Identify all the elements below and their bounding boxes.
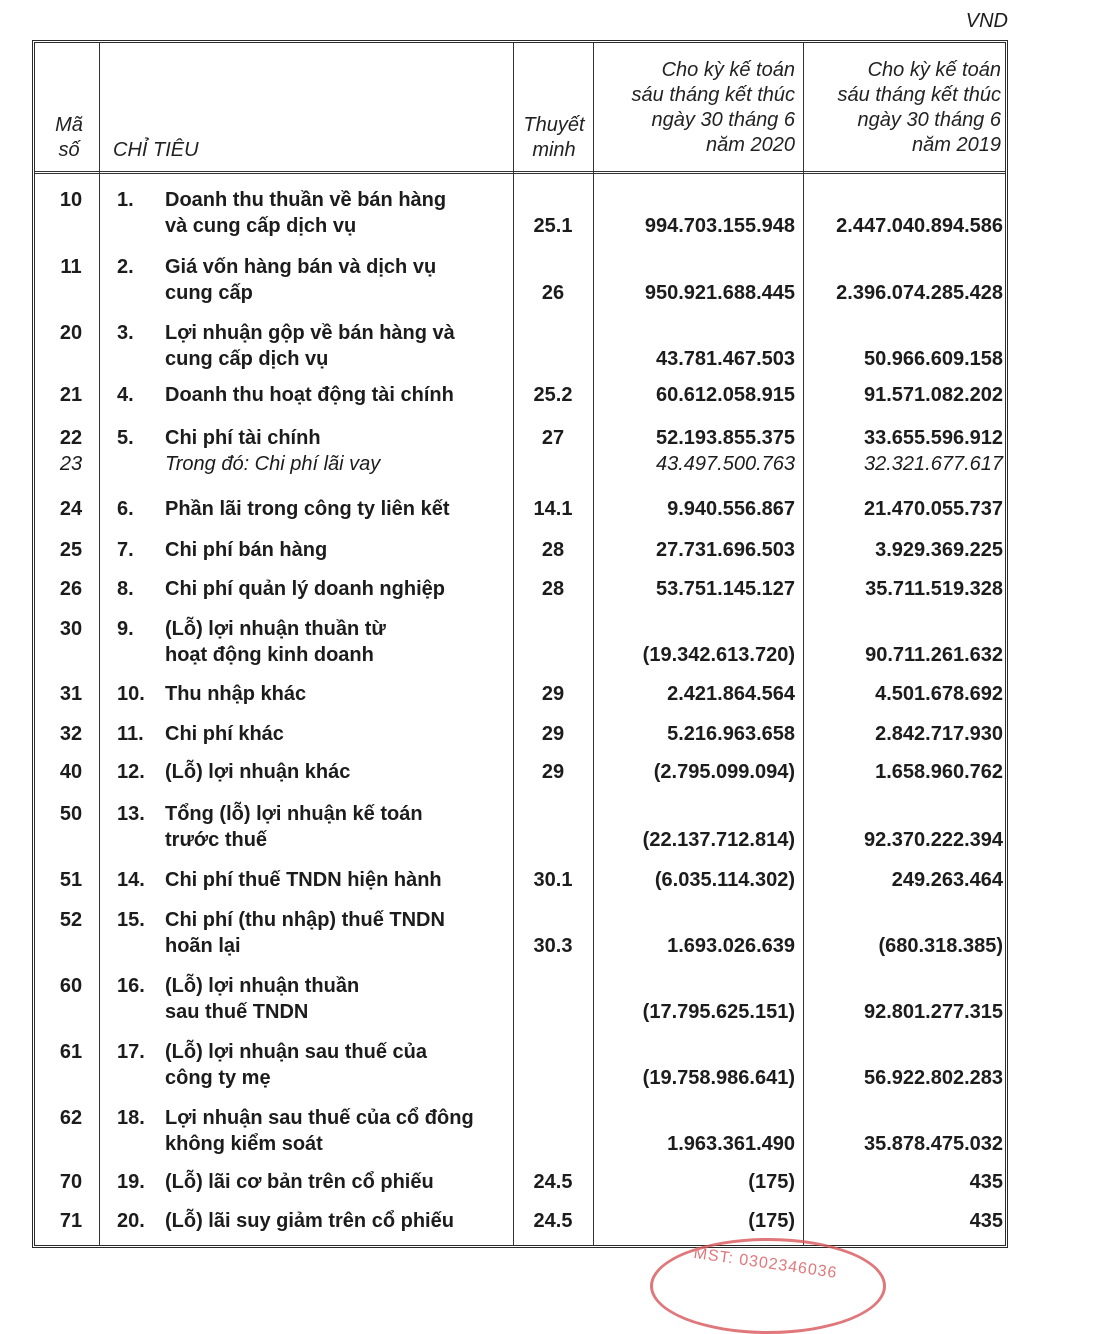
row-code: 51 xyxy=(59,869,83,891)
row-value-2020: 27.731.696.503 xyxy=(655,539,795,561)
row-number: 14. xyxy=(117,869,145,891)
row-value-2019: 4.501.678.692 xyxy=(875,683,1003,705)
row-label xyxy=(165,1208,510,1234)
row-value-2020: 9.940.556.867 xyxy=(667,498,795,520)
row-label xyxy=(165,616,510,668)
row-value-2020: 1.693.026.639 xyxy=(667,935,795,957)
header-note-line: minh xyxy=(532,139,576,161)
row-label xyxy=(165,1105,510,1157)
row-label-line: Chi phí thuế TNDN hiện hành xyxy=(165,869,442,891)
row-label-line: Doanh thu hoạt động tài chính xyxy=(165,384,454,406)
row-number: 2. xyxy=(117,256,134,278)
row-label-line: cung cấp xyxy=(165,282,253,304)
row-value-2019: 33.655.596.912 xyxy=(863,427,1003,449)
row-label-line: (Lỗ) lợi nhuận sau thuế của xyxy=(165,1041,428,1063)
row-value-2020: 43.497.500.763 xyxy=(655,453,795,475)
row-label-line: Tổng (lỗ) lợi nhuận kế toán xyxy=(165,803,423,825)
row-value-2019: 56.922.802.283 xyxy=(863,1067,1003,1089)
row-label-line: Chi phí quản lý doanh nghiệp xyxy=(165,578,445,600)
company-seal xyxy=(650,1238,886,1334)
row-label-line: Chi phí bán hàng xyxy=(165,539,328,561)
row-code: 10 xyxy=(59,189,83,211)
row-label xyxy=(165,537,510,563)
row-label xyxy=(165,187,510,239)
row-code: 71 xyxy=(59,1210,83,1232)
row-label xyxy=(165,907,510,959)
row-label-line: (Lỗ) lãi cơ bản trên cổ phiếu xyxy=(165,1171,434,1193)
row-note: 29 xyxy=(541,761,565,783)
row-note: 29 xyxy=(541,683,565,705)
header-period-line: năm 2020 xyxy=(706,134,795,156)
row-label-line: Giá vốn hàng bán và dịch vụ xyxy=(165,256,437,278)
row-code: 30 xyxy=(59,618,83,640)
row-label-line: không kiểm soát xyxy=(165,1133,323,1155)
row-code: 21 xyxy=(59,384,83,406)
row-label xyxy=(165,681,510,707)
row-value-2019: 91.571.082.202 xyxy=(863,384,1003,406)
row-label-line: Lợi nhuận gộp về bán hàng và xyxy=(165,322,455,344)
row-label xyxy=(165,801,510,853)
row-value-2020: (6.035.114.302) xyxy=(654,869,795,891)
row-note: 24.5 xyxy=(533,1171,573,1193)
row-code: 50 xyxy=(59,803,83,825)
row-value-2020: 950.921.688.445 xyxy=(644,282,795,304)
row-number: 6. xyxy=(117,498,134,520)
header-period-line: ngày 30 tháng 6 xyxy=(857,109,1001,131)
header-period-line: Cho kỳ kế toán xyxy=(661,59,795,81)
row-value-2020: (17.795.625.151) xyxy=(642,1001,795,1023)
header-code-line: số xyxy=(58,139,80,161)
row-value-2020: (19.758.986.641) xyxy=(642,1067,795,1089)
row-value-2020: (19.342.613.720) xyxy=(642,644,795,666)
row-code: 31 xyxy=(59,683,83,705)
row-code: 20 xyxy=(59,322,83,344)
header-period-line: sáu tháng kết thúc xyxy=(631,84,795,106)
header-period-line: sáu tháng kết thúc xyxy=(837,84,1001,106)
row-code: 11 xyxy=(60,256,82,278)
row-label xyxy=(165,973,510,1025)
currency-unit: VND xyxy=(965,10,1008,32)
column-divider xyxy=(803,43,804,1245)
column-divider xyxy=(99,43,100,1245)
row-number: 1. xyxy=(117,189,134,211)
header-item: CHỈ TIÊU xyxy=(113,139,199,161)
row-value-2019: (680.318.385) xyxy=(878,935,1003,957)
row-value-2019: 32.321.677.617 xyxy=(863,453,1003,475)
header-period-line: Cho kỳ kế toán xyxy=(867,59,1001,81)
row-label xyxy=(165,320,510,372)
row-number: 4. xyxy=(117,384,134,406)
row-label-line: sau thuế TNDN xyxy=(165,1001,309,1023)
row-label-line: (Lỗ) lợi nhuận thuần xyxy=(165,975,360,997)
row-note: 30.1 xyxy=(533,869,573,891)
row-value-2020: 43.781.467.503 xyxy=(655,348,795,370)
row-label-line: (Lỗ) lợi nhuận khác xyxy=(165,761,351,783)
row-value-2019: 2.396.074.285.428 xyxy=(836,282,1003,304)
row-label-line: và cung cấp dịch vụ xyxy=(165,215,357,237)
row-label-line: Chi phí khác xyxy=(165,723,284,745)
row-value-2020: (22.137.712.814) xyxy=(642,829,795,851)
row-number: 12. xyxy=(117,761,145,783)
row-number: 8. xyxy=(117,578,134,600)
row-code: 70 xyxy=(59,1171,83,1193)
row-number: 17. xyxy=(117,1041,145,1063)
row-label xyxy=(165,254,510,306)
row-note: 29 xyxy=(541,723,565,745)
row-value-2019: 3.929.369.225 xyxy=(875,539,1003,561)
row-label-line: Thu nhập khác xyxy=(165,683,307,705)
row-value-2019: 35.711.519.328 xyxy=(865,578,1003,600)
row-value-2020: (2.795.099.094) xyxy=(653,761,795,783)
row-label-line: Doanh thu thuần về bán hàng xyxy=(165,189,447,211)
row-label-line: hoạt động kinh doanh xyxy=(165,644,374,666)
header-note xyxy=(515,113,593,163)
row-code: 61 xyxy=(59,1041,83,1063)
row-label-line: cung cấp dịch vụ xyxy=(165,348,329,370)
row-label xyxy=(165,382,510,408)
header-period-line: năm 2019 xyxy=(912,134,1001,156)
header-period-2020 xyxy=(595,58,795,158)
row-value-2020: (175) xyxy=(748,1171,795,1193)
row-label-line: Lợi nhuận sau thuế của cổ đông xyxy=(165,1107,474,1129)
row-value-2019: 50.966.609.158 xyxy=(863,348,1003,370)
row-note: 25.2 xyxy=(533,384,573,406)
row-code: 26 xyxy=(59,578,83,600)
row-number: 10. xyxy=(117,683,145,705)
row-number: 11. xyxy=(117,723,144,745)
header-period-2019 xyxy=(805,58,1001,158)
row-label xyxy=(165,1039,510,1091)
row-note: 25.1 xyxy=(533,215,573,237)
row-number: 7. xyxy=(117,539,134,561)
row-number: 5. xyxy=(117,427,134,449)
row-label xyxy=(165,721,510,747)
row-code: 62 xyxy=(59,1107,83,1129)
row-note: 30.3 xyxy=(533,935,573,957)
row-label xyxy=(165,576,510,602)
row-code: 52 xyxy=(59,909,83,931)
row-code: 22 xyxy=(59,427,83,449)
row-number: 13. xyxy=(117,803,145,825)
header-code-line: Mã xyxy=(55,114,83,136)
row-value-2019: 2.447.040.894.586 xyxy=(836,215,1003,237)
row-value-2020: 1.963.361.490 xyxy=(667,1133,795,1155)
row-number: 3. xyxy=(117,322,134,344)
row-number: 19. xyxy=(117,1171,145,1193)
row-value-2020: 52.193.855.375 xyxy=(655,427,795,449)
row-label-line: trước thuế xyxy=(165,829,268,851)
row-label-line: hoãn lại xyxy=(165,935,241,957)
header-divider xyxy=(35,171,1005,174)
row-value-2019: 435 xyxy=(969,1210,1003,1232)
seal-text: MST: 0302346036 xyxy=(692,1245,839,1283)
row-value-2019: 2.842.717.930 xyxy=(875,723,1003,745)
row-label xyxy=(165,425,510,451)
row-value-2019: 90.711.261.632 xyxy=(865,644,1003,666)
row-label xyxy=(165,867,510,893)
row-note: 28 xyxy=(541,578,565,600)
row-value-2020: (175) xyxy=(748,1210,795,1232)
row-number: 9. xyxy=(117,618,134,640)
row-code: 60 xyxy=(59,975,83,997)
row-value-2019: 249.263.464 xyxy=(891,869,1003,891)
row-label: Trong đó: Chi phí lãi vay xyxy=(165,453,381,475)
column-divider xyxy=(593,43,594,1245)
row-value-2020: 5.216.963.658 xyxy=(667,723,795,745)
row-label-line: Phần lãi trong công ty liên kết xyxy=(165,498,450,520)
row-label xyxy=(165,1169,510,1195)
row-label-line: (Lỗ) lợi nhuận thuần từ xyxy=(165,618,386,640)
row-note: 24.5 xyxy=(533,1210,573,1232)
row-value-2020: 60.612.058.915 xyxy=(655,384,795,406)
row-label-line: công ty mẹ xyxy=(165,1067,271,1089)
row-value-2020: 53.751.145.127 xyxy=(655,578,795,600)
header-code xyxy=(47,113,91,163)
row-number: 16. xyxy=(117,975,145,997)
row-note: 14.1 xyxy=(533,498,573,520)
row-code: 40 xyxy=(59,761,83,783)
row-value-2020: 994.703.155.948 xyxy=(644,215,795,237)
income-statement-table xyxy=(32,40,1008,1248)
row-code: 23 xyxy=(59,453,83,475)
row-value-2019: 1.658.960.762 xyxy=(875,761,1003,783)
row-value-2019: 92.370.222.394 xyxy=(863,829,1003,851)
row-code: 32 xyxy=(59,723,83,745)
header-period-line: ngày 30 tháng 6 xyxy=(651,109,795,131)
row-value-2019: 435 xyxy=(969,1171,1003,1193)
row-note: 26 xyxy=(541,282,565,304)
header-note-line: Thuyết xyxy=(523,114,585,136)
row-number: 15. xyxy=(117,909,145,931)
row-label-line: Chi phí tài chính xyxy=(165,427,321,449)
row-label-line: (Lỗ) lãi suy giảm trên cổ phiếu xyxy=(165,1210,454,1232)
row-value-2019: 21.470.055.737 xyxy=(863,498,1003,520)
row-value-2019: 35.878.475.032 xyxy=(863,1133,1003,1155)
row-label xyxy=(165,759,510,785)
row-number: 20. xyxy=(117,1210,145,1232)
row-label xyxy=(165,496,510,522)
row-label-line: Chi phí (thu nhập) thuế TNDN xyxy=(165,909,445,931)
row-value-2019: 92.801.277.315 xyxy=(863,1001,1003,1023)
row-note: 28 xyxy=(541,539,565,561)
row-code: 25 xyxy=(59,539,83,561)
row-note: 27 xyxy=(541,427,565,449)
row-value-2020: 2.421.864.564 xyxy=(667,683,795,705)
row-number: 18. xyxy=(117,1107,145,1129)
row-code: 24 xyxy=(59,498,83,520)
